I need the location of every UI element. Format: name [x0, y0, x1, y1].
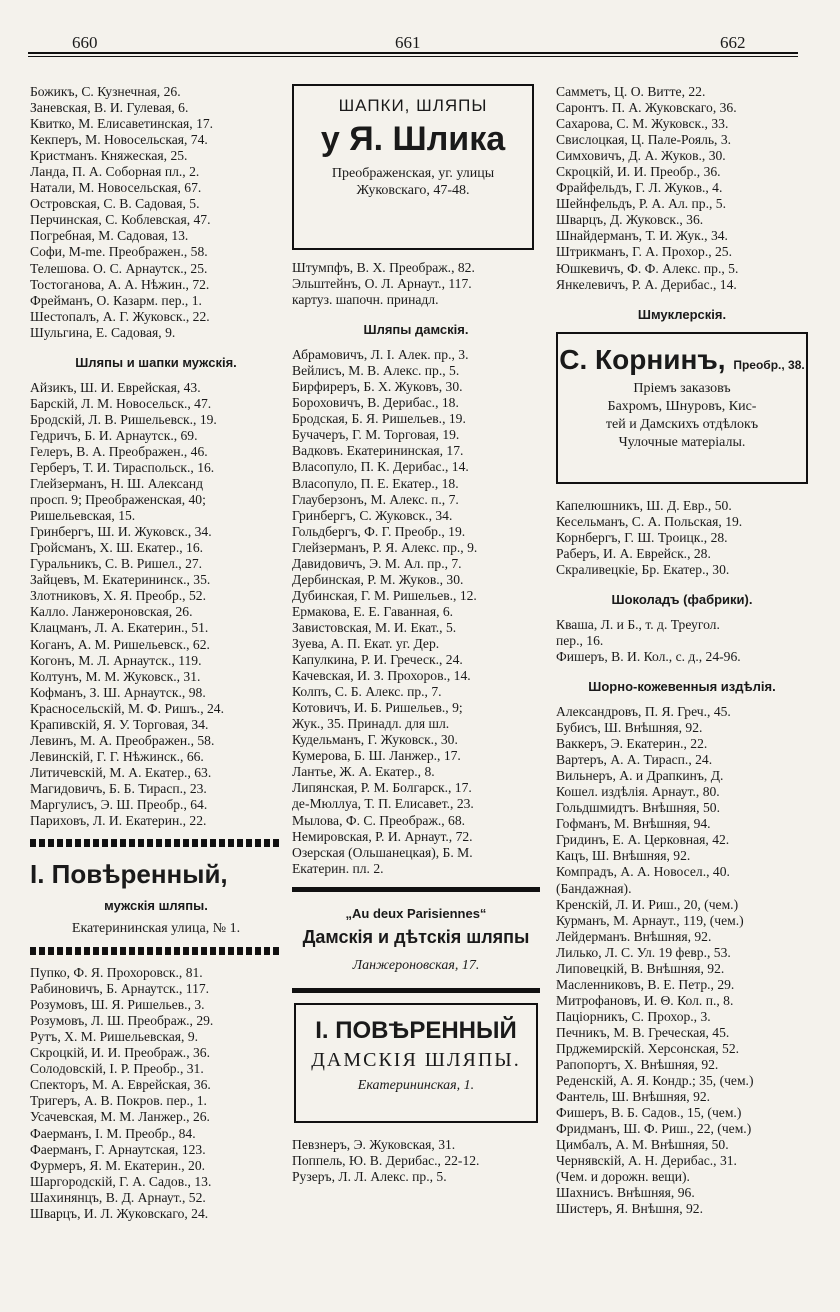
list-item: Шейнфельдъ, Р. А. Ал. пр., 5. [556, 196, 726, 212]
list-item: Кекперъ, М. Новосельская, 74. [30, 132, 208, 148]
ad-shlik-address: Преображенская, уг. улицы Жуковскаго, 47-48. [331, 166, 495, 198]
list-item: Власопуло, П. К. Дерибас., 14. [292, 459, 469, 475]
list-item: Шнайдерманъ, Т. И. Жук., 34. [556, 228, 728, 244]
list-item: Заневская, В. И. Гулевая, 6. [30, 100, 189, 116]
list-item: Красносельскій, М. Ф. Ришъ., 24. [30, 700, 224, 716]
list-item: Глауберзонъ, М. Алекс. п., 7. [292, 491, 459, 507]
list-women-hats-end [556, 84, 808, 293]
list-item: Телешова. О. С. Арнаутск., 25. [30, 260, 208, 276]
list-item: де-Мюллуа, Т. П. Елисавет., 23. [292, 796, 474, 812]
list-item: Калло. Ланжероновская, 26. [30, 604, 193, 620]
list-item: просп. 9; Преображенская, 40; [30, 492, 206, 508]
list-item: Александровъ, П. Я. Греч., 45. [556, 703, 731, 719]
list-item: Бучачеръ, Г. М. Торговая, 19. [292, 427, 460, 443]
list-item: Печникъ, М. В. Греческая, 45. [556, 1024, 730, 1040]
list-item: Штумпфъ, В. Х. Преображ., 82. [292, 260, 475, 275]
section-heading: Шорно-кожевенныя издѣлія. [588, 678, 776, 694]
list-item: картуз. шапочн. принадл. [292, 292, 439, 308]
list-item: Фишеръ, В. Б. Садов., 15, (чем.) [556, 1105, 742, 1121]
list-item: Екатерин. пл. 2. [292, 860, 384, 876]
list-item: Симховичъ, Д. А. Жуков., 30. [556, 148, 726, 164]
list-item: Фурмеръ, Я. М. Екатерин., 20. [30, 1157, 206, 1173]
list-item: Вадковъ. Екатерининская, 17. [292, 443, 464, 459]
list-chocolate [556, 617, 808, 665]
ad-kornin-line: Пріемъ заказовъ [633, 380, 731, 396]
list-item: Вейлисъ, М. В. Алекс. пр., 5. [292, 363, 460, 379]
list-item: Левинъ, М. А. Преображен., 58. [30, 732, 215, 748]
list-item: Шахинянцъ, В. Д. Арнаут., 52. [30, 1189, 206, 1205]
list-item: Масленниковъ, В. Е. Петр., 29. [556, 976, 735, 992]
list-item: Левинскій, Г. Г. Нѣжинск., 66. [30, 748, 204, 764]
list-item: Завистовская, М. И. Екат., 5. [292, 619, 457, 635]
list-item: Фишеръ, В. И. Кол., с. д., 24-96. [556, 648, 741, 664]
ad-povereny-ladies [294, 1003, 538, 1123]
list-item: Софи, M-me. Преображен., 58. [30, 244, 208, 260]
ad-kornin-line: тей и Дамскихъ отдѣлокъ [605, 416, 759, 432]
ad-parisiennes-address: Ланжероновская, 17. [352, 957, 480, 973]
column-left [30, 84, 282, 1222]
ad-povereny-ladies-sub: ДАМСКІЯ ШЛЯПЫ. [311, 1048, 521, 1071]
list-item: Гринбергъ, С. Жуковск., 34. [292, 507, 453, 523]
list-item: Тостоганова, А. А. Нѣжин., 72. [30, 276, 210, 292]
ad-povereny-ladies-address: Екатерининская, 1. [357, 1077, 475, 1093]
ad-shlik-top: ШАПКИ, ШЛЯПЫ [338, 96, 488, 115]
list-item: Гольдбергъ, Ф. Г. Преобр., 19. [292, 523, 466, 539]
list-item: Лантье, Ж. А. Екатер., 8. [292, 764, 435, 780]
list-item: Митрофановъ, И. Θ. Кол. п., 8. [556, 992, 734, 1008]
list-item: Кесельманъ, С. А. Польская, 19. [556, 513, 743, 529]
list-item: Гринбергъ, Ш. И. Жуковск., 34. [30, 524, 212, 540]
list-item: Литичевскій, М. А. Екатер., 63. [30, 764, 212, 780]
list-item: Бубисъ, Ш. Внѣшняя, 92. [556, 720, 703, 736]
list-item: Ришельевская, 15. [30, 508, 136, 524]
list-item: (Бандажная). [556, 880, 632, 896]
ad-parisiennes-top: „Au deux Parisiennes“ [345, 905, 487, 921]
list-item: Гелеръ, В. А. Преображен., 46. [30, 443, 208, 459]
list-item: Дербинская, Р. М. Жуков., 30. [292, 571, 464, 587]
list-item: Гедричъ, Б. И. Арнаутск., 69. [30, 427, 198, 443]
list-item: Фридманъ, Ш. Ф. Риш., 22, (чем.) [556, 1121, 752, 1137]
page-number-center: 661 [395, 33, 421, 52]
list-item: Кошел. издѣлія. Арнаут., 80. [556, 784, 720, 800]
list-item: Фаерманъ, Г. Арнаутская, 123. [30, 1141, 206, 1157]
list-item: Янкелевичъ, Р. А. Дерибас., 14. [556, 276, 737, 292]
list-item: Шистеръ, Я. Внѣшня, 92. [556, 1201, 703, 1217]
list-item: Кудельманъ, Г. Жуковск., 30. [292, 732, 458, 748]
list-item: Штрикманъ, Г. А. Прохор., 25. [556, 244, 733, 260]
list-item: Рапопортъ, Х. Внѣшняя, 92. [556, 1057, 719, 1073]
list-item: Кумерова, Б. Ш. Ланжер., 17. [292, 748, 461, 764]
list-item: Глейзерманъ, Р. Я. Алекс. пр., 9. [292, 539, 478, 555]
list-item: Скроцкій, И. И. Преображ., 36. [30, 1045, 210, 1061]
list-item: Корнбергъ, Г. Ш. Троицк., 28. [556, 529, 728, 545]
list-item: Барскій, Л. М. Новосельск., 47. [30, 395, 212, 411]
list-item: Жук., 35. Принадл. для шл. [292, 716, 450, 732]
header-rule [28, 52, 798, 54]
ad-povereny-address: Екатерининская улица, № 1. [71, 921, 241, 937]
list-item: Колтунъ, М. М. Жуковск., 31. [30, 668, 201, 684]
list-item: Ермакова, Е. Е. Гаванная, 6. [292, 603, 454, 619]
list-item: Юшкевичъ, Ф. Ф. Алекс. пр., 5. [556, 260, 739, 276]
list-item: Гольдшмидтъ. Внѣшняя, 50. [556, 800, 720, 816]
list-item: Тригеръ, А. В. Покров. пер., 1. [30, 1093, 207, 1109]
list-item: Гридинъ, Е. А. Церковная, 42. [556, 832, 730, 848]
page-number-left: 660 [72, 33, 98, 52]
list-item: Зайцевъ, М. Екатерининск., 35. [30, 572, 211, 588]
list-item: Клацманъ, Л. А. Екатерин., 51. [30, 620, 209, 636]
page-number-right: 662 [720, 33, 746, 52]
list-item: Шаргородскій, Г. А. Садов., 13. [30, 1173, 212, 1189]
list-item: Рузеръ, Л. Л. Алекс. пр., 5. [292, 1168, 447, 1184]
list-item: Котовичъ, И. Б. Ришельев., 9; [292, 700, 463, 716]
list-shmukler [556, 498, 808, 578]
ad-shlik-name: у Я. Шлика [320, 120, 506, 158]
list-item: Магидовичъ, Б. Б. Тирасп., 23. [30, 780, 207, 796]
list-item: Кофманъ, З. Ш. Арнаутск., 98. [30, 684, 206, 700]
list-item: Немировская, Р. И. Арнаут., 72. [292, 828, 473, 844]
list-item: Божикъ, С. Кузнечная, 26. [30, 84, 181, 99]
list-item: Лилько, Л. С. Ул. 19 февр., 53. [556, 944, 731, 960]
list-item: Когонъ, М. Л. Арнаутск., 119. [30, 652, 202, 668]
list-item: Коганъ, А. М. Ришельевск., 62. [30, 636, 210, 652]
list-item: Шварцъ, И. Л. Жуковскаго, 24. [30, 1205, 209, 1221]
list-item: Пупко, Ф. Я. Прохоровск., 81. [30, 965, 203, 981]
list-item: Курманъ, М. Арнаут., 119, (чем.) [556, 912, 744, 928]
list-item: Рутъ, Х. М. Ришельевская, 9. [30, 1029, 199, 1045]
section-heading: Шляпы и шапки мужскія. [75, 354, 237, 370]
list-item: Перчинская, С. Коблевская, 47. [30, 212, 211, 228]
list-item: Шульгина, Е. Садовая, 9. [30, 324, 176, 340]
list-women-hats [292, 347, 540, 877]
list-item: Солодовскій, I. Р. Преобр., 31. [30, 1061, 204, 1077]
list-item: Зуева, А. П. Екат. уг. Дер. [292, 635, 440, 651]
list-item: Абрамовичъ, Л. I. Алек. пр., 3. [292, 347, 469, 363]
column-center [292, 84, 540, 1185]
ad-povereny-title: I. Повѣренный, [30, 859, 228, 890]
list-item: Качевская, И. З. Прохоров., 14. [292, 668, 471, 684]
ad-parisiennes-title: Дамскія и дѣтскія шляпы [302, 926, 530, 947]
list-item: Усачевская, М. М. Ланжер., 26. [30, 1109, 210, 1125]
section-heading: Шмуклерскія. [637, 306, 727, 322]
list-item: Липянская, Р. М. Болгарск., 17. [292, 780, 472, 796]
list-item: Свислоцкая, Ц. Пале-Рояль, 3. [556, 132, 732, 148]
list-item: Айзикъ, Ш. И. Еврейская, 43. [30, 379, 201, 395]
thick-divider [292, 988, 540, 993]
list-item: Кацъ, Ш. Внѣшняя, 92. [556, 848, 691, 864]
list-item: Раберъ, И. А. Еврейск., 28. [556, 545, 711, 561]
list-item: Дубинская, Г. М. Ришельев., 12. [292, 587, 477, 603]
ad-kornin-name [558, 344, 806, 376]
list-item: Скраливецкіе, Бр. Екатер., 30. [556, 561, 730, 577]
list-item: Бродскій, Л. В. Ришельевск., 19. [30, 411, 217, 427]
list-item: Саронтъ. П. А. Жуковскаго, 36. [556, 100, 737, 116]
list-item: Эльштейнъ, О. Л. Арнаут., 117. [292, 276, 472, 292]
list-item: Вартеръ, А. А. Тирасп., 24. [556, 752, 713, 768]
list-item: Бирфиреръ, Б. Х. Жуковъ, 30. [292, 379, 463, 395]
list-item: Компрадъ, А. А. Новосел., 40. [556, 864, 730, 880]
list-men-hats [30, 380, 282, 829]
list-item: Крапивскій, Я. У. Торговая, 34. [30, 716, 209, 732]
list-item: Спекторъ, М. А. Еврейская, 36. [30, 1077, 211, 1093]
list-item: Шварцъ, Д. Жуковск., 36. [556, 212, 704, 228]
list-item: Квитко, М. Елисаветинская, 17. [30, 116, 214, 132]
list-item: Шахнисъ. Внѣшняя, 96. [556, 1185, 695, 1201]
list-item: Шестопалъ, А. Г. Жуковск., 22. [30, 308, 210, 324]
list-women-hats-cont [30, 84, 282, 341]
ad-kornin-text [558, 380, 806, 452]
list-item: Гуральникъ, С. В. Ришел., 27. [30, 556, 203, 572]
list-item: Самметъ, Ц. О. Витте, 22. [556, 84, 706, 99]
ad-shlik [292, 84, 534, 250]
list-item: Париховъ, Л. И. Екатерин., 22. [30, 813, 207, 829]
list-leather [556, 704, 808, 1218]
list-item: Прджемирскій. Херсонская, 52. [556, 1040, 740, 1056]
list-item: Вильнеръ, А. и Драпкинъ, Д. [556, 768, 724, 784]
list-item: Мылова, Ф. С. Преображ., 68. [292, 812, 466, 828]
list-item: Ланда, П. А. Соборная пл., 2. [30, 164, 200, 180]
list-item: Скроцкій, И. И. Преобр., 36. [556, 164, 721, 180]
list-item: Гройсманъ, Х. Ш. Екатер., 16. [30, 540, 204, 556]
list-item: Герберъ, Т. И. Тираспольск., 16. [30, 459, 215, 475]
list-item: Фантель, Ш. Внѣшняя, 92. [556, 1089, 711, 1105]
list-item: Ваккеръ, Э. Екатерин., 22. [556, 736, 708, 752]
thick-divider [292, 887, 540, 892]
ad-kornin-line: Чулочные матеріалы. [618, 434, 746, 450]
list-item: пер., 16. [556, 632, 604, 648]
section-heading: Шляпы дамскія. [363, 322, 469, 338]
list-women-hats-cont [292, 1137, 540, 1185]
list-item: Островская, С. В. Садовая, 5. [30, 196, 200, 212]
list-item: Озерская (Ольшанецкая), Б. М. [292, 844, 473, 860]
ornament-divider [30, 839, 282, 847]
list-item: Глейзерманъ, Н. Ш. Александ [30, 476, 204, 492]
list-item: Розумовъ, Ш. Я. Ришельев., 3. [30, 997, 205, 1013]
ad-kornin-address: Преобр., 38. [733, 357, 805, 372]
list-item: Власопуло, П. Е. Екатер., 18. [292, 475, 459, 491]
list-item: Капелюшникъ, Ш. Д. Евр., 50. [556, 497, 732, 513]
list-item: Фрайфельдъ, Г. Л. Жуков., 4. [556, 180, 723, 196]
list-item: Кренскій, Л. И. Риш., 20, (чем.) [556, 896, 739, 912]
list-item: Кваша, Л. и Б., т. д. Треугол. [556, 616, 720, 632]
list-item: Реденскій, А. Я. Кондр.; 35, (чем.) [556, 1073, 754, 1089]
ad-povereny-subtitle: мужскія шляпы. [104, 898, 208, 914]
column-right [556, 84, 808, 1217]
ad-kornin [556, 332, 808, 484]
header-rule-thin [28, 56, 798, 57]
list-item: Злотниковъ, Х. Я. Преобр., 52. [30, 588, 206, 604]
list-item: Бороховичъ, В. Дерибас., 18. [292, 395, 459, 411]
list-item: Розумовъ, Л. Ш. Преображ., 29. [30, 1013, 214, 1029]
list-item: Капулкина, Р. И. Греческ., 24. [292, 652, 463, 668]
list-item: Фрейманъ, О. Казарм. пер., 1. [30, 292, 202, 308]
list-item: Сахарова, С. М. Жуковск., 33. [556, 116, 729, 132]
list-men-hats-end [292, 260, 540, 308]
ad-kornin-name-text: С. Корнинъ, [559, 343, 726, 375]
list-item: Фаерманъ, I. М. Преобр., 84. [30, 1125, 196, 1141]
ornament-divider [30, 947, 282, 955]
list-item: Цимбалъ, А. М. Внѣшняя, 50. [556, 1137, 729, 1153]
list-men-hats-cont [30, 965, 282, 1222]
list-item: Певзнеръ, Э. Жуковская, 31. [292, 1136, 456, 1152]
list-item: Чернявскій, А. Н. Дерибас., 31. [556, 1153, 737, 1169]
list-item: Поппель, Ю. В. Дерибас., 22-12. [292, 1152, 480, 1168]
list-item: Паціорникъ, С. Прохор., 3. [556, 1008, 711, 1024]
list-item: Давидовичъ, Э. М. Ал. пр., 7. [292, 555, 462, 571]
list-item: Кристманъ. Княжеская, 25. [30, 148, 188, 164]
list-item: Натали, М. Новосельская, 67. [30, 180, 202, 196]
ad-kornin-line: Бахромъ, Шнуровъ, Кис- [607, 398, 757, 414]
list-item: Бродская, Б. Я. Ришельев., 19. [292, 411, 466, 427]
list-item: Маргулисъ, Э. Ш. Преобр., 64. [30, 796, 208, 812]
list-item: Гофманъ, М. Внѣшняя, 94. [556, 816, 711, 832]
list-item: Погребная, М. Садовая, 13. [30, 228, 189, 244]
list-item: (Чем. и дорожн. вещи). [556, 1169, 690, 1185]
ad-povereny-ladies-name: I. ПОВѢРЕННЫЙ [315, 1016, 517, 1044]
list-item: Липовецкій, В. Внѣшняя, 92. [556, 960, 725, 976]
list-item: Лейдерманъ. Внѣшняя, 92. [556, 928, 712, 944]
list-item: Рабиновичъ, Б. Арнаутск., 117. [30, 981, 210, 997]
section-heading: Шоколадъ (фабрики). [611, 591, 753, 607]
list-item: Колпъ, С. Б. Алекс. пр., 7. [292, 684, 442, 700]
